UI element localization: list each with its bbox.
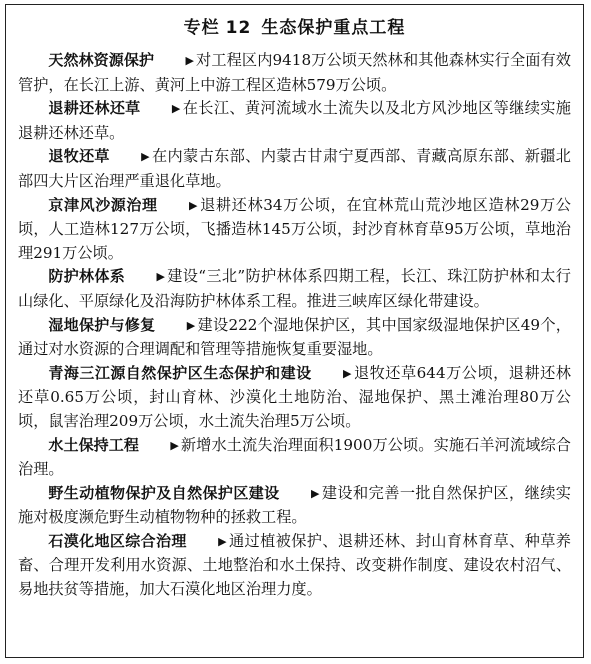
arrow-icon: ▶ <box>141 150 150 164</box>
project-heading: 野生动植物保护及自然保护区建设 <box>48 483 280 502</box>
project-text: 新增水土流失治理面积1900万公顷。实施石羊河流域综合治理。 <box>18 435 571 479</box>
project-item <box>18 145 571 193</box>
project-text: 在长江、黄河流域水土流失以及北方风沙地区等继续实施退耕还林还草。 <box>18 99 571 142</box>
project-text: 对工程区内9418万公顷天然林和其他森林实行全面有效管护，在长江上游、黄河上中游工程区造林579万公顷。 <box>18 51 571 94</box>
project-item <box>18 265 571 313</box>
project-heading: 退牧还草 <box>48 147 110 166</box>
arrow-icon: ▶ <box>218 534 227 548</box>
column-heading: 生态保护重点工程 <box>261 18 406 38</box>
project-item <box>18 530 571 602</box>
project-heading: 青海三江源自然保护区生态保护和建设 <box>48 363 312 382</box>
project-heading: 京津风沙源治理 <box>48 195 158 214</box>
project-list <box>18 49 571 602</box>
arrow-icon: ▶ <box>170 438 179 452</box>
project-item <box>18 482 571 530</box>
project-item <box>18 362 571 434</box>
arrow-icon: ▶ <box>186 318 196 332</box>
arrow-icon: ▶ <box>310 486 320 500</box>
project-text: 建设和完善一批自然保护区，继续实施对极度濒危野生动植物物种的拯救工程。 <box>18 483 571 527</box>
project-text: 建设222个湿地保护区，其中国家级湿地保护区49个，通过对水资源的合理调配和管理等措施恢复重要湿地。 <box>18 315 571 359</box>
project-text: 退牧还草644万公顷，退耕还林还草0.65万公顷，封山育林、沙漠化土地防治、湿地保护、黑土滩治理80万公顷，鼠害治理209万公顷，水土流失治理5万公顷。 <box>18 363 571 430</box>
project-heading: 防护林体系 <box>48 267 126 286</box>
project-item <box>18 434 571 482</box>
arrow-icon: ▶ <box>185 54 194 67</box>
arrow-icon: ▶ <box>156 270 165 284</box>
project-item <box>18 314 571 362</box>
column-number: 12 <box>225 18 252 38</box>
project-text: 通过植被保护、退耕还林、封山育林育草、种草养畜、合理开发利用水资源、土地整治和水土保持、改变耕作制度、建设农村沼气、易地扶贫等措施，加大石漠化地区治理力度。 <box>18 531 571 599</box>
project-heading: 退耕还林还草 <box>48 99 141 118</box>
project-text: 在内蒙古东部、内蒙古甘肃宁夏西部、青藏高原东部、新疆北部四大片区治理严重退化草地。 <box>18 147 571 190</box>
project-item <box>18 194 571 266</box>
project-item <box>18 97 571 145</box>
arrow-icon: ▶ <box>343 366 352 380</box>
project-heading: 天然林资源保护 <box>48 51 155 69</box>
column-box <box>5 4 584 658</box>
project-heading: 石漠化地区综合治理 <box>48 531 187 550</box>
project-text: 退耕还林34万公顷，在宜林荒山荒沙地区造林29万公顷，人工造林127万公顷，飞播造林145万公顷，封沙育林育草95万公顷，草地治理291万公顷。 <box>18 195 571 262</box>
project-text: 建设“三北”防护林体系四期工程，长江、珠江防护林和太行山绿化、平原绿化及沿海防护林体系工程。推进三峡库区绿化带建设。 <box>18 267 571 310</box>
project-heading: 湿地保护与修复 <box>48 315 156 334</box>
project-item <box>18 49 571 97</box>
project-heading: 水土保持工程 <box>48 435 139 454</box>
arrow-icon: ▶ <box>189 198 198 212</box>
column-title <box>6 13 583 38</box>
column-label: 专栏 <box>183 18 220 38</box>
arrow-icon: ▶ <box>171 102 181 116</box>
